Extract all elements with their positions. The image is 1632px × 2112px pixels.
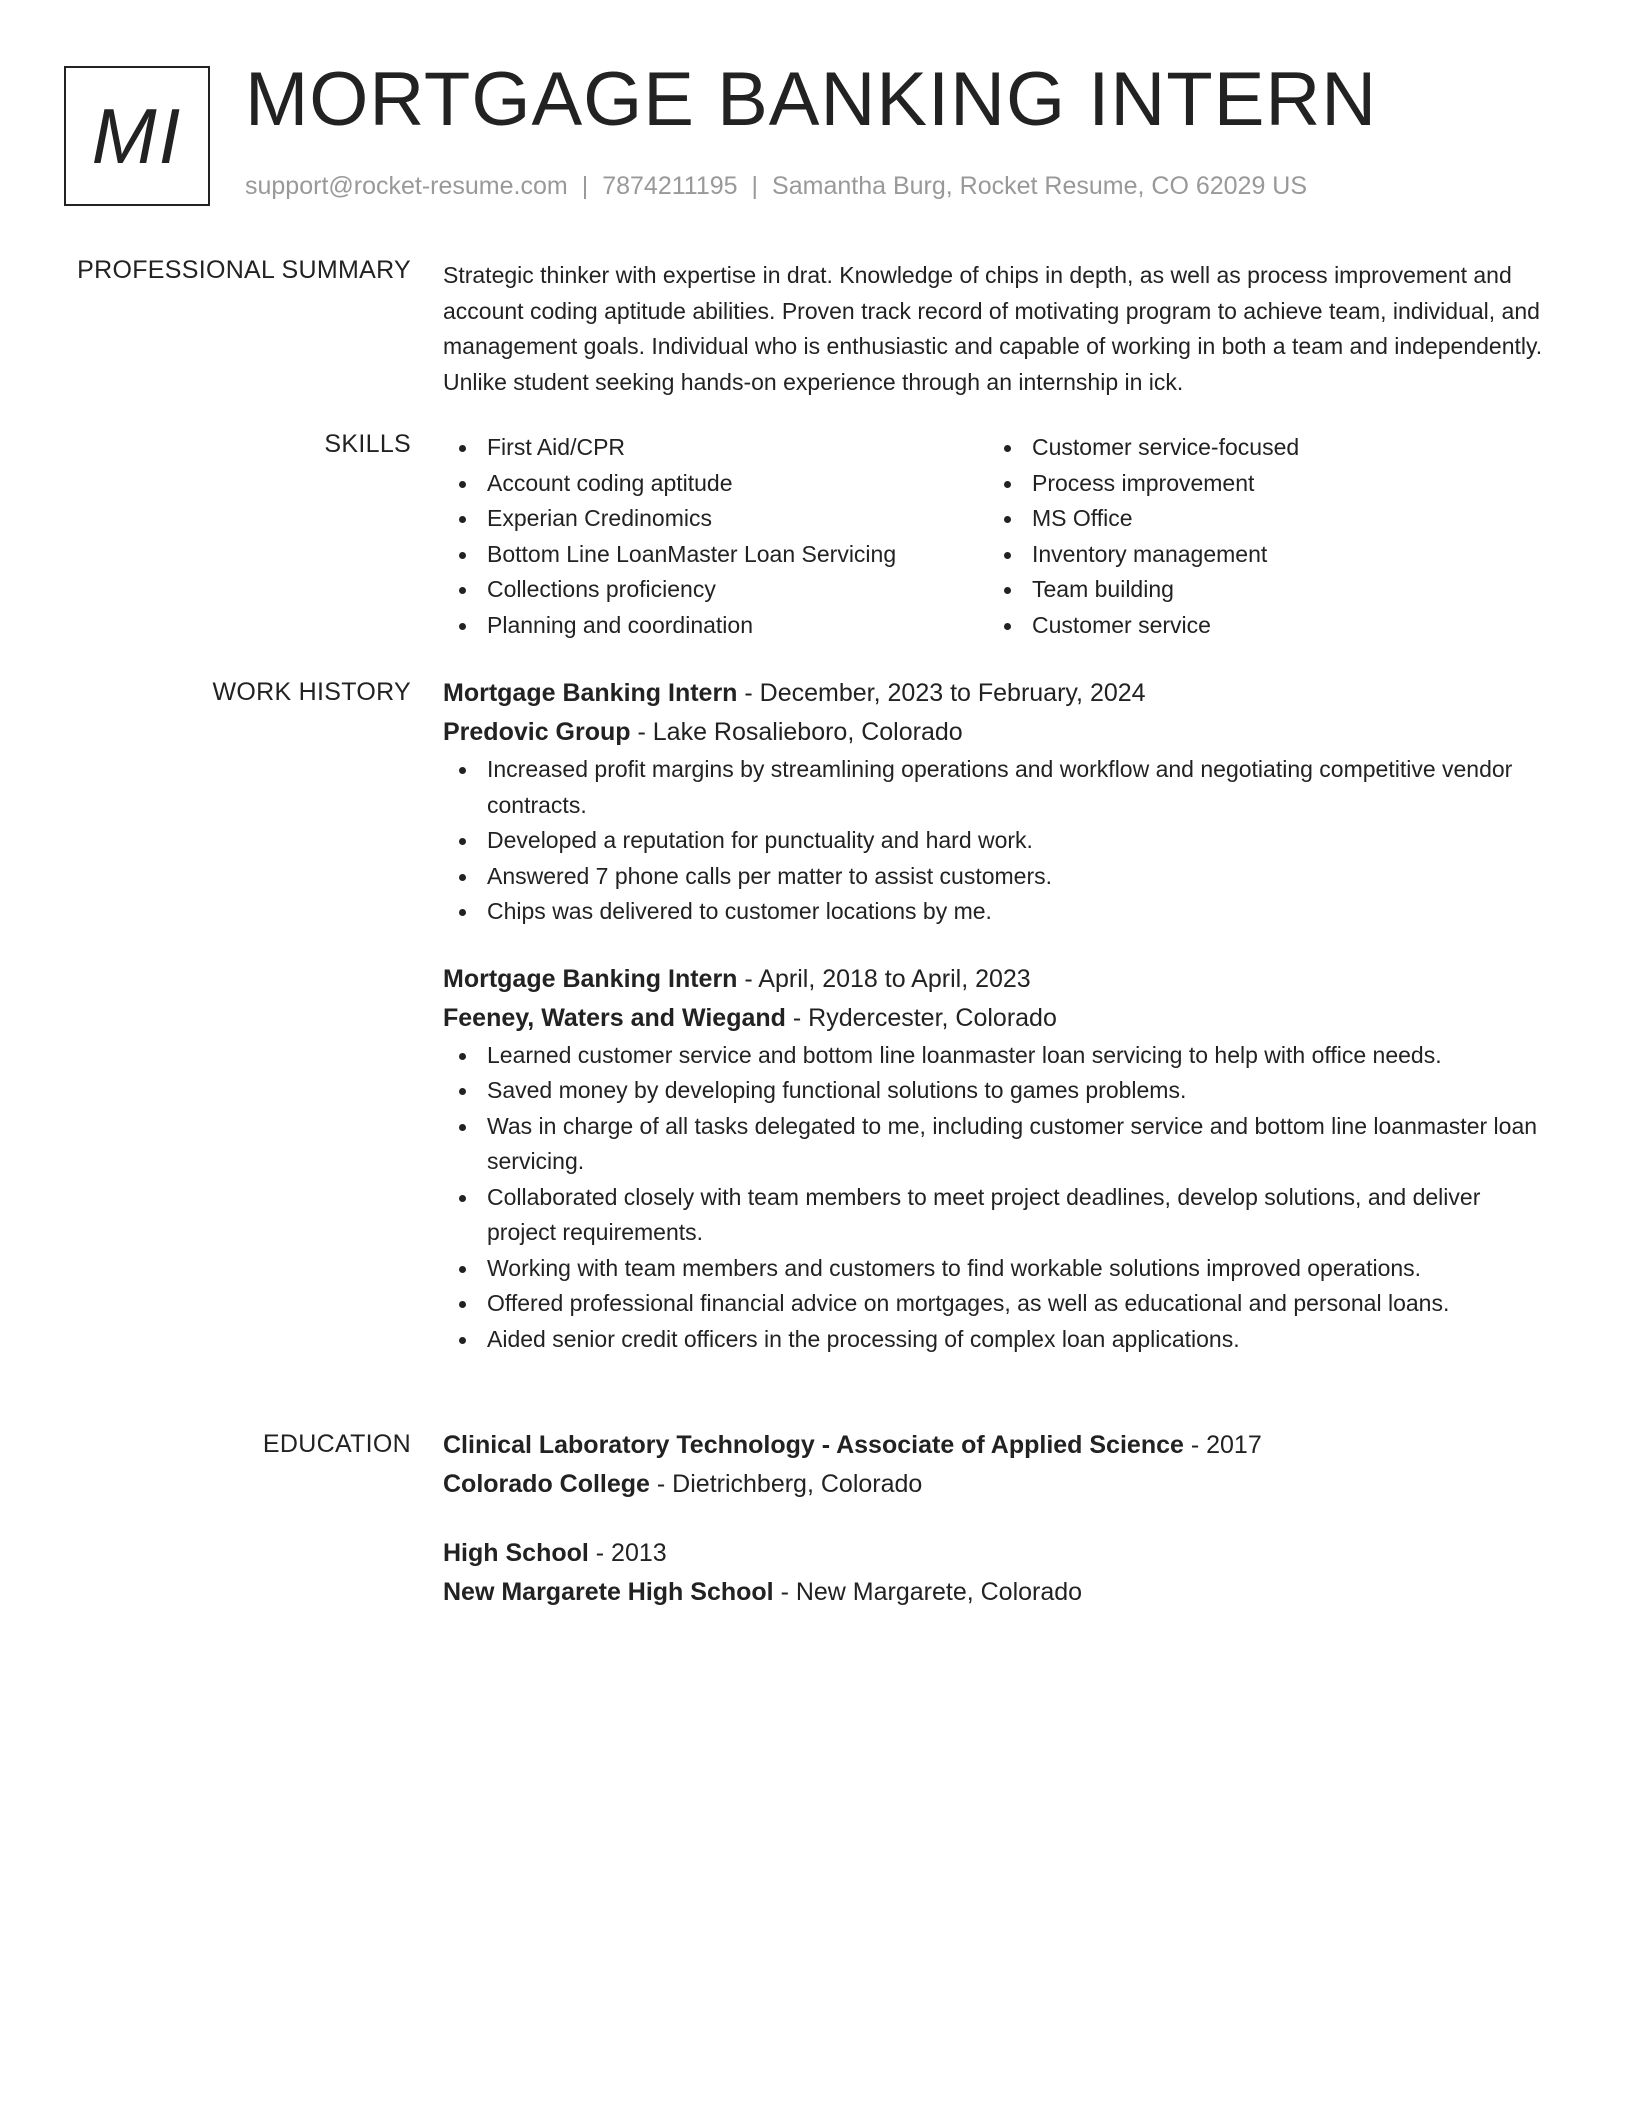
job-bullet: Developed a reputation for punctuality and hard work. xyxy=(443,823,1553,859)
job-bullet: Working with team members and customers to find workable solutions improved operations. xyxy=(443,1251,1553,1287)
skill-item: Process improvement xyxy=(988,466,1533,502)
education-school: Colorado College xyxy=(443,1470,650,1498)
skill-item: Inventory management xyxy=(988,537,1533,573)
education-school-line xyxy=(443,1465,1553,1504)
education-body xyxy=(443,1426,1553,1612)
education-degree: Clinical Laboratory Technology - Associate of Applied Science xyxy=(443,1431,1184,1459)
skill-item: Account coding aptitude xyxy=(443,466,988,502)
education-location: - Dietrichberg, Colorado xyxy=(649,1470,923,1498)
job-bullet: Answered 7 phone calls per matter to assist customers. xyxy=(443,859,1553,895)
job-location: - Rydercester, Colorado xyxy=(785,1003,1057,1032)
skill-item: Team building xyxy=(988,572,1533,608)
education-degree-line xyxy=(443,1426,1553,1465)
job-bullet: Chips was delivered to customer locations by me. xyxy=(443,894,1553,930)
skill-item: Collections proficiency xyxy=(443,572,988,608)
skills-body xyxy=(443,430,1553,643)
job-company-line xyxy=(443,999,1553,1038)
contact-separator: | xyxy=(751,172,759,200)
job-title-line xyxy=(443,674,1553,713)
monogram-box xyxy=(64,66,210,206)
education-entry xyxy=(443,1534,1553,1612)
education-year: - 2013 xyxy=(588,1539,667,1567)
education-degree-line xyxy=(443,1534,1553,1573)
job-bullet: Saved money by developing functional solutions to games problems. xyxy=(443,1073,1553,1109)
job-bullets xyxy=(443,752,1553,930)
job-title-line xyxy=(443,960,1553,999)
skill-item: Experian Credinomics xyxy=(443,501,988,537)
work-body xyxy=(443,674,1553,1357)
skill-item: First Aid/CPR xyxy=(443,430,988,466)
summary-body xyxy=(443,258,1553,400)
job-company-line xyxy=(443,713,1553,752)
skills-list-right xyxy=(988,430,1533,643)
job-entry xyxy=(443,960,1553,1358)
summary-text: Strategic thinker with expertise in drat. Knowledge of chips in depth, as well as process improvement and account coding aptitude abilities. Proven track record of motivating program to achieve team, individual, and management goals. Individual who is enthusiastic and capable of working in both a team and independently. Unlike student seeking hands-on experience through an internship in ick. xyxy=(443,262,1543,395)
job-bullet: Aided senior credit officers in the processing of complex loan applications. xyxy=(443,1322,1553,1358)
job-entry xyxy=(443,674,1553,930)
education-year: - 2017 xyxy=(1183,1431,1262,1459)
job-location: - Lake Rosalieboro, Colorado xyxy=(630,718,963,746)
education-school-line xyxy=(443,1573,1553,1612)
job-bullet: Collaborated closely with team members to meet project deadlines, develop solutions, and deliver project requirements. xyxy=(443,1180,1553,1251)
work-heading: WORK HISTORY xyxy=(212,678,411,706)
contact-separator: | xyxy=(581,172,589,200)
job-dates: - April, 2018 to April, 2023 xyxy=(737,964,1031,993)
contact-address: Samantha Burg, Rocket Resume, CO 62029 US xyxy=(772,172,1308,200)
skill-item: Customer service-focused xyxy=(988,430,1533,466)
education-heading: EDUCATION xyxy=(262,1430,411,1458)
job-title: Mortgage Banking Intern xyxy=(443,679,738,707)
contact-line xyxy=(245,172,1307,201)
skill-item: Planning and coordination xyxy=(443,608,988,644)
education-degree: High School xyxy=(443,1539,589,1567)
job-bullet: Increased profit margins by streamlining operations and workflow and negotiating competitive vendor contracts. xyxy=(443,752,1553,823)
contact-phone: 7874211195 xyxy=(602,172,738,200)
skill-item: Bottom Line LoanMaster Loan Servicing xyxy=(443,537,988,573)
education-school: New Margarete High School xyxy=(443,1578,774,1606)
job-company: Predovic Group xyxy=(443,718,631,746)
job-bullets xyxy=(443,1038,1553,1358)
job-bullet: Was in charge of all tasks delegated to me, including customer service and bottom line loanmaster loan servicing. xyxy=(443,1109,1553,1180)
monogram: MI xyxy=(91,91,183,180)
summary-heading: PROFESSIONAL SUMMARY xyxy=(77,256,411,284)
resume-title: MORTGAGE BANKING INTERN xyxy=(245,57,1378,142)
job-dates: - December, 2023 to February, 2024 xyxy=(737,679,1146,707)
job-title: Mortgage Banking Intern xyxy=(443,964,738,993)
job-company: Feeney, Waters and Wiegand xyxy=(443,1003,786,1032)
skills-list-left xyxy=(443,430,988,643)
education-location: - New Margarete, Colorado xyxy=(773,1578,1083,1606)
contact-email: support@rocket-resume.com xyxy=(245,172,568,200)
skill-item: Customer service xyxy=(988,608,1533,644)
skills-heading: SKILLS xyxy=(324,430,411,458)
skill-item: MS Office xyxy=(988,501,1533,537)
education-entry xyxy=(443,1426,1553,1504)
job-bullet: Learned customer service and bottom line loanmaster loan servicing to help with office needs. xyxy=(443,1038,1553,1074)
job-bullet: Offered professional financial advice on mortgages, as well as educational and personal loans. xyxy=(443,1286,1553,1322)
